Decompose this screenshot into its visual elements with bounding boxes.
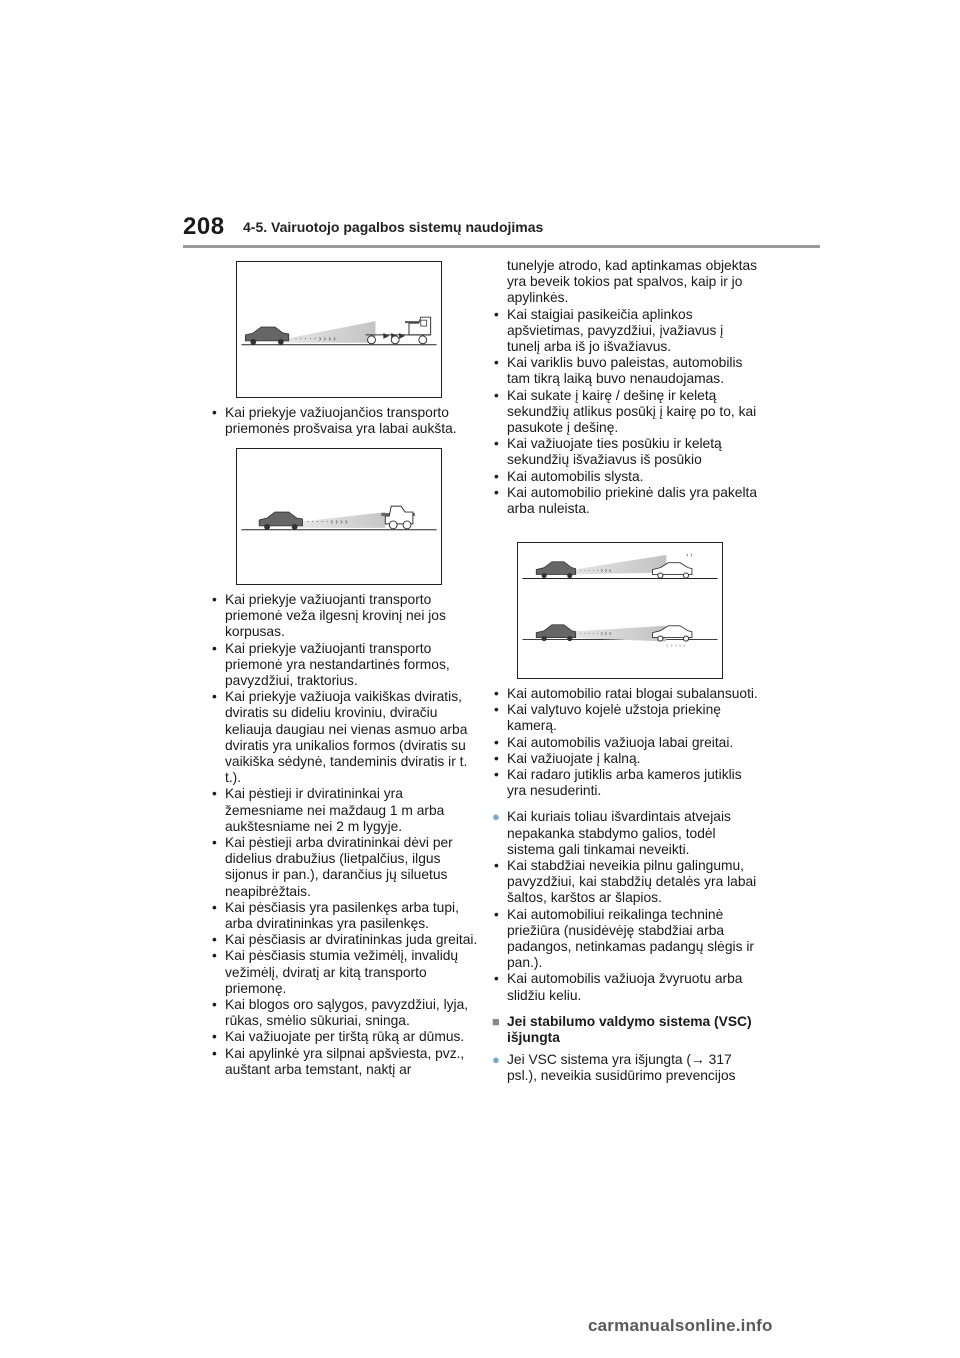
square-bullet-icon: ■ [492,1013,500,1029]
figure-long-load [236,448,442,585]
list-item: • Kai važiuojate per tirštą rūką ar dūmus. [210,1029,480,1045]
list-item: • Kai automobilio ratai blogai subalansuoti. [492,686,760,702]
note-text: Jei VSC sistema yra išjungta (→ 317 psl.), neveikia susidūrimo prevencijos [507,1052,736,1084]
list-item: • Kai automobilio priekinė dalis yra pakelta arba nuleista. [492,485,760,517]
list-item: • Kai pėsčiasis stumia vežimėlį, invalidų vežimėlį, dviratį ar kitą transporto priemonę. [210,948,480,997]
heading-text: Jei stabilumo valdymo sistema (VSC) išjungta [507,1013,752,1046]
svg-text:· · · · · › › ›: · · · · · › › › [579,630,612,638]
list-item: • Kai priekyje važiuojančios transporto priemonės prošvaisa yra labai aukšta. [210,405,480,437]
list-item: • Kai važiuojate ties posūkiu ir keletą sekundžių išvažiavus iš posūkio [492,436,760,468]
svg-text:› › › › ›: › › › › › [666,642,686,650]
watermark-text[interactable]: carmanualsonline.info [588,1316,773,1335]
list-item: • Kai pėsčiasis yra pasilenkęs arba tupi, arba dviratininkas yra pasilenkęs. [210,900,480,932]
right-column-bottom [492,686,760,1085]
list-item: • Kai priekyje važiuoja vaikiškas dviratis, dviratis su dideliu kroviniu, dviračiu keliauja daugiau nei vienas asmuo arba dviratis yra unikalios formos (dviratis su vaikiška sėdynė, tandeminis dviratis ir t. t.). [210,689,480,786]
left-column-top [210,405,480,437]
list-item: • Kai staigiai pasikeičia aplinkos apšvietimas, pavyzdžiui, įvažiavus į tunelį arba iš jo išvažiavus. [492,307,760,356]
list-item: • Kai priekyje važiuojanti transporto priemonė veža ilgesnį krovinį nei jos korpusas. [210,592,480,641]
note-text: Kai kuriais toliau išvardintais atvejais nepakanka stabdymo galios, todėl sistema gali tinkamai neveikti. [507,809,731,857]
section-heading [492,1014,760,1046]
note-paragraph [492,809,760,858]
section-title: 4-5. Vairuotojo pagalbos sistemų naudojimas [243,219,544,235]
list-item: • Kai stabdžiai neveikia pilnu galingumu, pavyzdžiui, kai stabdžių detalės yra labai šaltos, karštos ar šlapios. [492,858,760,907]
list-item: • Kai automobilis važiuoja labai greitai. [492,735,760,751]
figure-skid-raised [517,542,723,679]
list-item: • Kai automobilis slysta. [492,469,760,485]
list-item: • Kai pėsčiasis ar dviratininkas juda greitai. [210,932,480,948]
left-column-list [210,592,480,1078]
svg-text:· · · · · › › › ›: · · · · · › › › › [294,333,336,343]
svg-text:· · · · · › › › ›: · · · · · › › › › [306,516,348,526]
header-rule [183,245,820,248]
list-item: • Kai pėstieji arba dviratininkai dėvi per didelius drabužius (lietpalčius, ilgus sijonus ir pan.), darančius jų siluetus neapibrėžtais. [210,835,480,900]
continuation-text: tunelyje atrodo, kad aptinkamas objektas yra beveik tokios pat spalvos, kaip ir jo apylinkės. [507,258,758,306]
right-column-top [492,258,760,517]
list-item: • Kai radaro jutiklis arba kameros jutiklis yra nesuderinti. [492,767,760,799]
note-paragraph [492,1052,760,1084]
list-item: • Kai pėstieji ir dviratininkai yra žemesniame nei maždaug 1 m arba aukštesniame nei 2 m lygyje. [210,786,480,835]
circle-bullet-icon: ● [492,809,500,825]
list-item: • Kai valytuvo kojelė užstoja priekinę kamerą. [492,702,760,734]
list-item: • Kai sukate į kairę / dešinę ir keletą sekundžių atlikus posūkį į kairę po to, kai pasukote į dešinę. [492,388,760,437]
list-item: • Kai apylinkė yra silpnai apšviesta, pvz., auštant arba temstant, naktį ar [210,1046,480,1078]
pickup-long-load-illustration [237,449,441,584]
page-number: 208 [183,213,225,240]
figure-truck-ahead [236,261,442,398]
svg-text:› ›: › › [686,551,693,559]
page-header [183,213,820,247]
list-item: • Kai variklis buvo paleistas, automobilis tam tikrą laiką buvo nenaudojamas. [492,355,760,387]
svg-text:· · · · · › › ›: · · · · · › › › [579,567,612,575]
list-item: • Kai priekyje važiuojanti transporto priemonė yra nestandartinės formos, pavyzdžiui, traktorius. [210,641,480,690]
circle-bullet-icon: ● [492,1052,500,1068]
list-item: • Kai automobilis važiuoja žvyruotu arba slidžiu keliu. [492,971,760,1003]
list-item: • Kai važiuojate į kalną. [492,751,760,767]
truck-ahead-illustration [237,262,441,397]
list-item: • Kai automobiliui reikalinga techninė priežiūra (nusidėvėję stabdžiai arba padangos, netinkamas padangų slėgis ir pan.). [492,907,760,972]
list-item: • Kai blogos oro sąlygos, pavyzdžiui, lyja, rūkas, smėlio sūkuriai, sninga. [210,997,480,1029]
skid-and-raised-front-illustration [518,543,722,678]
